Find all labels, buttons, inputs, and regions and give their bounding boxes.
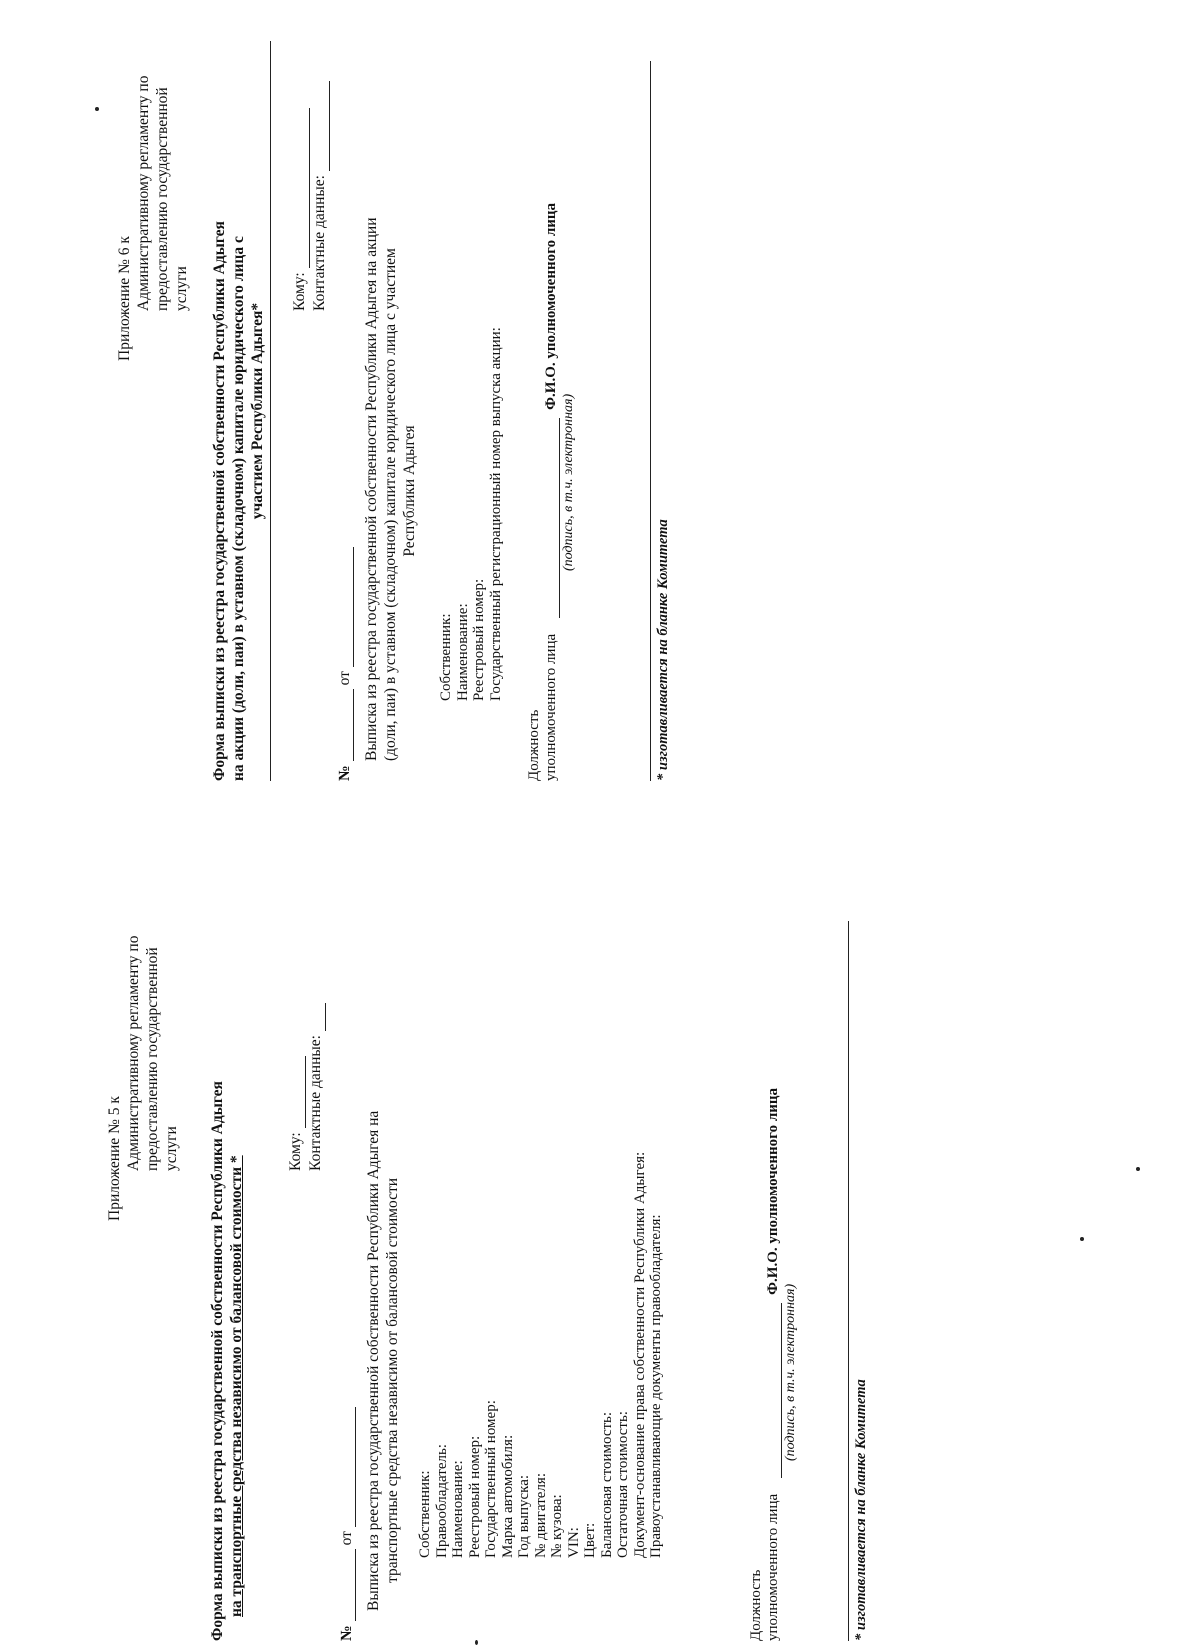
footnote: * изготавливается на бланке Комитета bbox=[655, 519, 671, 781]
number-label: № bbox=[336, 765, 353, 781]
signature-caption: (подпись, в т.ч. электронная) bbox=[561, 393, 576, 571]
extract-line: Выписка из реестра государственной собственности Республики Адыгея на акции bbox=[363, 217, 380, 761]
extract-line: (доли, паи) в уставном (складочном) капитале юридического лица с участием bbox=[382, 248, 399, 761]
appendix-line: предоставлению государственной bbox=[154, 87, 171, 311]
number-date-row bbox=[336, 547, 354, 781]
date-label: от bbox=[338, 1531, 355, 1546]
position-label: Должность bbox=[748, 1569, 764, 1641]
appendix-line: Приложение № 6 к bbox=[116, 236, 133, 361]
appendix-line: предоставлению государственной bbox=[144, 947, 161, 1171]
date-blank bbox=[338, 547, 354, 667]
fio-label: Ф.И.О. уполномоченного лица bbox=[543, 202, 559, 410]
field-list bbox=[417, 1152, 665, 1558]
scan-speck bbox=[475, 1640, 478, 1645]
signature-line bbox=[767, 1303, 782, 1478]
appendix-line: услуги bbox=[173, 266, 190, 311]
signature-block bbox=[748, 1088, 799, 1641]
field-label: Наименование: bbox=[450, 1460, 466, 1558]
number-blank bbox=[340, 1549, 356, 1621]
footnote-rule bbox=[650, 61, 651, 781]
field-label: Государственный номер: bbox=[483, 1400, 499, 1558]
field-label: Наименование: bbox=[454, 603, 471, 701]
title-rule bbox=[270, 41, 271, 781]
extract-line: Выписка из реестра государственной собственности Республики Адыгея на bbox=[365, 1110, 382, 1611]
appendix-line: Административному регламенту по bbox=[125, 935, 142, 1171]
field-label: Год выпуска: bbox=[516, 1474, 532, 1558]
form-5-vehicles bbox=[0, 901, 1200, 1641]
position-label: Должность bbox=[526, 709, 542, 781]
to-blank bbox=[290, 1056, 306, 1128]
contact-blank bbox=[310, 1003, 326, 1031]
number-blank bbox=[338, 689, 354, 761]
signature-block bbox=[526, 203, 577, 781]
title-line: участием Республики Адыгея* bbox=[249, 302, 266, 520]
field-label: Балансовая стоимость: bbox=[598, 1411, 615, 1558]
extract-line: транспортные средства независимо от балансовой стоимости bbox=[384, 1177, 401, 1583]
number-label: № bbox=[338, 1625, 355, 1641]
title-line: Форма выписки из реестра государственной собственности Республики Адыгея bbox=[209, 1081, 226, 1641]
form-5-title bbox=[208, 901, 246, 1641]
field-label: Собственник: bbox=[438, 613, 454, 701]
field-label: Марка автомобиля: bbox=[499, 1434, 516, 1558]
signature-caption: (подпись, в т.ч. электронная) bbox=[783, 1283, 798, 1461]
form-6-shares bbox=[0, 41, 1200, 781]
appendix-5-header bbox=[105, 911, 181, 1221]
scan-speck bbox=[95, 107, 99, 111]
official-label: уполномоченного лица bbox=[765, 1493, 781, 1641]
title-line: Форма выписки из реестра государственной собственности Республики Адыгея bbox=[211, 221, 228, 781]
scan-speck bbox=[1136, 1167, 1140, 1171]
signature-line bbox=[545, 418, 560, 618]
field-label: Остаточная стоимость: bbox=[615, 1411, 631, 1558]
contact-label: Контактные данные: bbox=[311, 175, 328, 311]
contact-label: Контактные данные: bbox=[307, 1035, 324, 1171]
field-label: Правообладатель: bbox=[433, 1444, 450, 1558]
recipient-block bbox=[290, 81, 330, 311]
field-label: № кузова: bbox=[549, 1494, 565, 1558]
field-label: Правоустанавливающие документы правообладателя: bbox=[648, 1214, 664, 1558]
appendix-line: Административному регламенту по bbox=[135, 75, 152, 311]
field-label: Реестровый номер: bbox=[466, 1435, 483, 1558]
to-blank bbox=[294, 108, 310, 268]
appendix-line: услуги bbox=[163, 1126, 180, 1171]
title-line: на транспортные средства независимо от балансовой стоимости * bbox=[228, 1155, 245, 1617]
field-label: Документ-основание права собственности Республики Адыгея: bbox=[631, 1151, 648, 1558]
to-label: Кому: bbox=[287, 1132, 304, 1171]
extract-title bbox=[364, 971, 402, 1611]
date-blank bbox=[340, 1407, 356, 1527]
footnote-rule bbox=[848, 921, 849, 1641]
date-label: от bbox=[336, 671, 353, 686]
field-label: VIN: bbox=[565, 1527, 582, 1558]
recipient-block bbox=[286, 1003, 326, 1171]
extract-line: Республики Адыгея bbox=[401, 425, 418, 557]
form-6-title bbox=[210, 41, 267, 781]
field-label: Государственный регистрационный номер выпуска акции: bbox=[487, 327, 504, 701]
field-label: Собственник: bbox=[417, 1470, 433, 1558]
appendix-line: Приложение № 5 к bbox=[106, 1096, 123, 1221]
fio-label: Ф.И.О. уполномоченного лица bbox=[765, 1087, 781, 1295]
field-label: Реестровый номер: bbox=[471, 578, 487, 701]
field-label: Цвет: bbox=[582, 1522, 598, 1558]
official-label: уполномоченного лица bbox=[543, 633, 559, 781]
appendix-6-header bbox=[115, 51, 191, 361]
contact-blank bbox=[314, 81, 330, 171]
number-date-row bbox=[338, 1407, 356, 1641]
extract-title bbox=[362, 101, 419, 761]
to-label: Кому: bbox=[291, 272, 308, 311]
title-line: на акции (доли, паи) в уставном (складочном) капитале юридического лица с bbox=[230, 236, 247, 781]
field-label: № двигателя: bbox=[532, 1473, 549, 1558]
field-list bbox=[438, 327, 504, 701]
scan-speck bbox=[1080, 1237, 1084, 1241]
footnote: * изготавливается на бланке Комитета bbox=[853, 1379, 869, 1641]
